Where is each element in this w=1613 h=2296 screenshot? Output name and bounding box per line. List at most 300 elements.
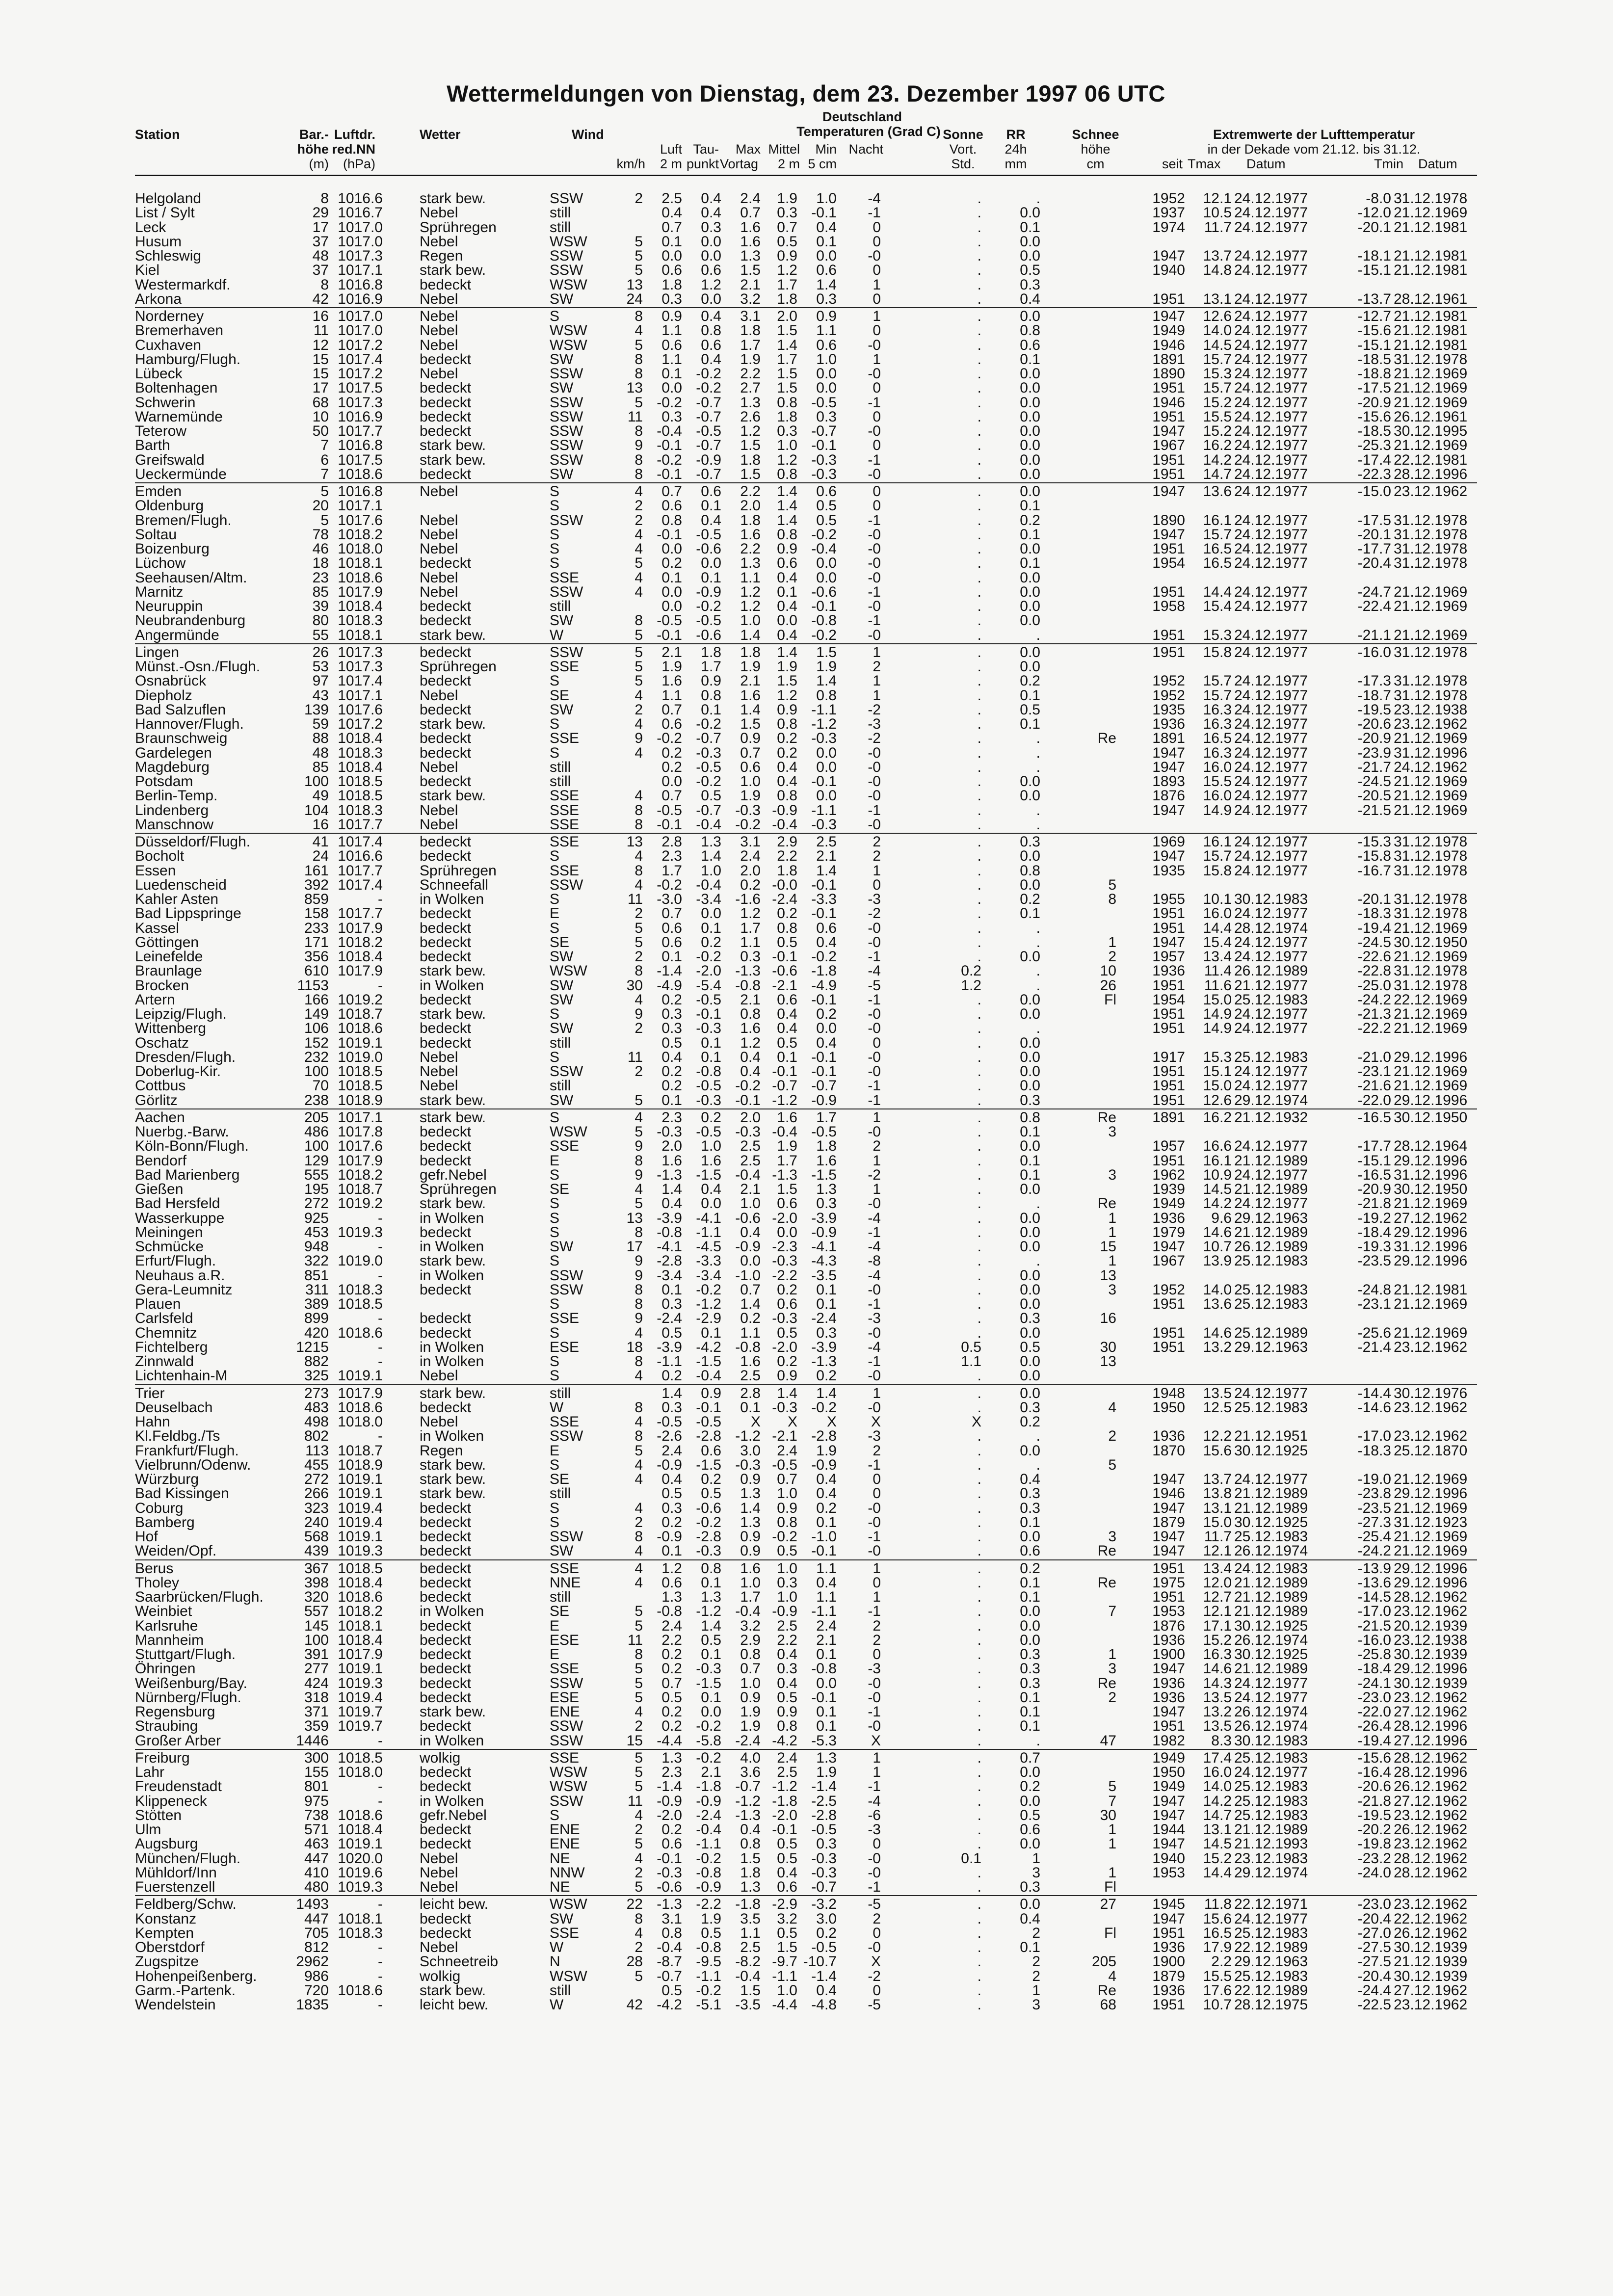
cell-luft: 0.2 xyxy=(661,1063,682,1080)
cell-tau: 0.0 xyxy=(701,290,721,307)
cell-tmax-date xyxy=(1234,1415,1327,1429)
table-row xyxy=(135,1079,1477,1093)
cell-seit: 1947 xyxy=(1152,1910,1185,1927)
cell-max: -0.1 xyxy=(735,1092,761,1108)
cell-wind-dir: SSW xyxy=(550,423,583,439)
cell-tmin: -24.2 xyxy=(1357,991,1391,1008)
table-row xyxy=(135,1515,1477,1530)
cell-max: 2.0 xyxy=(740,862,761,879)
cell-nacht: -0 xyxy=(868,920,881,936)
cell-pres: 1016.9 xyxy=(338,290,383,307)
table-row xyxy=(135,1794,1477,1808)
cell-mittel: -0.9 xyxy=(772,1603,797,1620)
cell-min: -0.6 xyxy=(811,583,837,600)
cell-bar: 266 xyxy=(304,1485,329,1502)
table-row xyxy=(135,1400,1477,1415)
cell-sonne: 0.1 xyxy=(961,1850,981,1867)
cell-luft: 0.6 xyxy=(661,498,682,514)
cell-tmax xyxy=(1188,613,1232,628)
cell-weather: in Wolken xyxy=(420,1210,484,1226)
cell-nacht: 0 xyxy=(873,1646,881,1663)
cell-tmin: -22.6 xyxy=(1357,949,1391,965)
cell-schnee: 1 xyxy=(1108,1821,1116,1838)
cell-sonne: . xyxy=(977,408,981,425)
cell-rr: 0.1 xyxy=(1020,351,1040,368)
cell-tmax: 13.9 xyxy=(1203,1253,1232,1269)
cell-station: Artern xyxy=(135,991,175,1008)
cell-weather: bedeckt xyxy=(420,1529,472,1545)
cell-wind-speed: 2 xyxy=(635,1939,643,1955)
cell-pres: - xyxy=(378,1896,383,1913)
cell-pres: 1017.7 xyxy=(338,905,383,922)
cell-weather: gefr.Nebel xyxy=(420,1166,487,1183)
cell-wind-speed: 11 xyxy=(627,891,643,907)
cell-tau: 0.8 xyxy=(701,322,721,339)
cell-tau: -0.4 xyxy=(696,876,721,893)
cell-max: -0.4 xyxy=(735,1603,761,1620)
table-row xyxy=(135,1064,1477,1079)
cell-schnee xyxy=(1075,849,1116,863)
cell-min: -1.4 xyxy=(811,1968,837,1984)
cell-sonne: . xyxy=(977,788,981,804)
cell-wind-speed: 4 xyxy=(635,1181,643,1197)
cell-pres: 1018.6 xyxy=(338,1020,383,1037)
cell-schnee: 13 xyxy=(1100,1353,1116,1370)
cell-min: 0.1 xyxy=(816,1646,837,1663)
cell-tmax: 13.5 xyxy=(1203,1718,1232,1735)
cell-wind-speed: 5 xyxy=(635,1617,643,1634)
cell-nacht: -4 xyxy=(868,1793,881,1809)
header-min-1: Min xyxy=(815,142,837,157)
cell-weather: Nebel xyxy=(420,687,458,704)
cell-station: Köln-Bonn/Flugh. xyxy=(135,1138,249,1155)
cell-station: Erfurt/Flugh. xyxy=(135,1253,216,1269)
cell-wind-speed xyxy=(606,1486,643,1501)
cell-tmin: -20.9 xyxy=(1357,394,1391,411)
cell-nacht: -1 xyxy=(868,1224,881,1240)
cell-nacht: 1 xyxy=(873,308,881,324)
cell-seit xyxy=(1136,1369,1185,1383)
cell-mittel: 2.9 xyxy=(777,834,797,850)
cell-wind-speed: 13 xyxy=(626,380,643,396)
cell-tmax: 10.5 xyxy=(1203,205,1232,221)
cell-mittel: 1.6 xyxy=(777,1109,797,1126)
cell-tmin: -22.3 xyxy=(1357,466,1391,482)
cell-wind-dir: SSW xyxy=(550,262,583,279)
cell-wind-dir: SW xyxy=(550,991,574,1008)
cell-pres: 1019.6 xyxy=(338,1864,383,1881)
cell-min: -3.5 xyxy=(811,1267,837,1284)
cell-tmax-date: 29.12.1963 xyxy=(1234,1953,1308,1970)
cell-max: 1.9 xyxy=(740,1718,761,1735)
cell-luft: 0.6 xyxy=(661,337,682,353)
cell-max: 1.6 xyxy=(740,1020,761,1037)
cell-wind-speed: 4 xyxy=(635,991,643,1008)
cell-luft: 2.4 xyxy=(661,1442,682,1459)
cell-max: 1.6 xyxy=(740,1560,761,1577)
cell-weather: Schneefall xyxy=(420,876,489,893)
cell-weather: bedeckt xyxy=(420,1138,472,1155)
cell-mittel: 0.3 xyxy=(777,1574,797,1591)
cell-seit: 1982 xyxy=(1152,1732,1185,1749)
cell-tmin-date: 23.12.1938 xyxy=(1394,1632,1468,1648)
table-row xyxy=(135,1458,1477,1472)
cell-nacht: -1 xyxy=(868,949,881,965)
cell-pres: 1020.0 xyxy=(338,1850,383,1867)
cell-bar: 1493 xyxy=(296,1896,329,1913)
header-luft-1: Luft xyxy=(660,142,682,157)
cell-station: Hannover/Flugh. xyxy=(135,716,244,732)
cell-weather: stark bew. xyxy=(420,1385,486,1401)
cell-tmin: -12.7 xyxy=(1357,308,1391,324)
cell-mittel: 1.5 xyxy=(777,366,797,382)
cell-schnee: Re xyxy=(1097,1675,1116,1691)
cell-wind-dir: SSW xyxy=(550,1063,583,1080)
cell-rr: 0.1 xyxy=(1020,219,1040,236)
cell-bar: 17 xyxy=(312,380,329,396)
cell-nacht: 1 xyxy=(873,276,881,293)
cell-pres: 1019.3 xyxy=(338,1224,383,1240)
cell-tmax-date: 24.12.1977 xyxy=(1234,862,1308,879)
cell-weather: Nebel xyxy=(420,1414,458,1430)
cell-wind-dir: SSW xyxy=(550,366,583,382)
cell-min: -0.5 xyxy=(811,1124,837,1140)
cell-wind-speed: 8 xyxy=(635,1910,643,1927)
cell-seit: 1900 xyxy=(1152,1953,1185,1970)
cell-tau: 1.8 xyxy=(701,644,721,660)
cell-pres: 1017.0 xyxy=(338,233,383,250)
cell-rr: 0.0 xyxy=(1020,437,1040,454)
cell-wind-dir: SSE xyxy=(550,1414,580,1430)
cell-wind-dir: N xyxy=(550,1953,560,1970)
cell-bar: 851 xyxy=(304,1267,329,1284)
cell-seit: 1951 xyxy=(1152,920,1185,936)
cell-seit: 1935 xyxy=(1152,862,1185,879)
cell-schnee xyxy=(1075,789,1116,803)
cell-station: Nürnberg/Flugh. xyxy=(135,1689,241,1706)
cell-tmin-date: 23.12.1962 xyxy=(1394,716,1468,732)
cell-tmax xyxy=(1188,1354,1232,1369)
cell-wind-dir: S xyxy=(550,673,560,689)
cell-station: Bendorf xyxy=(135,1152,187,1169)
cell-wind-speed: 8 xyxy=(635,1296,643,1312)
cell-bar: 100 xyxy=(304,773,329,790)
cell-bar: 48 xyxy=(312,248,329,264)
cell-bar: 453 xyxy=(304,1224,329,1240)
cell-schnee xyxy=(1075,1561,1116,1576)
cell-nacht: 0 xyxy=(873,437,881,454)
cell-tmax: 15.7 xyxy=(1203,673,1232,689)
cell-wind-speed: 4 xyxy=(635,1109,643,1126)
cell-min: -0.8 xyxy=(811,612,837,629)
cell-tau: -0.8 xyxy=(696,1939,721,1955)
cell-sonne: . xyxy=(977,1109,981,1126)
table-row xyxy=(135,1021,1477,1035)
cell-tmax-date: 25.12.1983 xyxy=(1234,1253,1308,1269)
cell-tau: -2.8 xyxy=(696,1529,721,1545)
cell-tmin-date: 21.12.1969 xyxy=(1394,1529,1468,1545)
cell-sonne: . xyxy=(977,1500,981,1516)
cell-tau: -0.2 xyxy=(696,1281,721,1298)
cell-tau: 0.6 xyxy=(701,262,721,279)
cell-tmax: 13.2 xyxy=(1203,1704,1232,1720)
cell-station: Dresden/Flugh. xyxy=(135,1049,236,1065)
cell-luft: -3.9 xyxy=(657,1339,682,1355)
cell-sonne: . xyxy=(977,876,981,893)
cell-max: 3.0 xyxy=(740,1442,761,1459)
cell-wind-dir: WSW xyxy=(550,276,587,293)
cell-tmin-date: 29.12.1996 xyxy=(1394,1560,1468,1577)
cell-tmin-date: 21.12.1981 xyxy=(1394,337,1468,353)
cell-pres: 1018.2 xyxy=(338,1166,383,1183)
cell-nacht: -0 xyxy=(868,541,881,557)
cell-min: 1.4 xyxy=(816,1385,837,1401)
header-temp-group: Temperaturen (Grad C) xyxy=(796,124,941,139)
cell-station: Bamberg xyxy=(135,1514,195,1531)
cell-rr: 0.0 xyxy=(1020,248,1040,264)
cell-tmax-date: 24.12.1977 xyxy=(1234,644,1308,660)
cell-tmax-date: 24.12.1977 xyxy=(1234,848,1308,865)
cell-mittel: 0.7 xyxy=(777,1471,797,1487)
cell-luft: 0.2 xyxy=(661,1078,682,1094)
cell-weather: Nebel xyxy=(420,1864,458,1881)
cell-sonne: 0.5 xyxy=(961,1339,981,1355)
cell-nacht: -0 xyxy=(868,569,881,586)
cell-rr: 0.1 xyxy=(1020,1689,1040,1706)
cell-pres: 1016.6 xyxy=(338,190,383,207)
cell-schnee xyxy=(1075,1064,1116,1079)
cell-schnee: 16 xyxy=(1100,1310,1116,1327)
cell-station: Feldberg/Schw. xyxy=(135,1896,237,1913)
cell-luft: -0.4 xyxy=(657,1939,682,1955)
cell-tmax xyxy=(1188,1369,1232,1383)
cell-nacht: 1 xyxy=(873,1385,881,1401)
cell-tau: 0.6 xyxy=(701,483,721,500)
cell-tau: -3.4 xyxy=(696,891,721,907)
cell-wind-speed: 4 xyxy=(635,687,643,704)
cell-mittel: 2.5 xyxy=(777,1764,797,1780)
cell-tmin: -23.0 xyxy=(1357,1689,1391,1706)
cell-weather: Nebel xyxy=(420,1078,458,1094)
cell-tmax-date: 24.12.1977 xyxy=(1234,1689,1308,1706)
cell-weather: bedeckt xyxy=(420,1646,472,1663)
cell-seit xyxy=(1136,818,1185,832)
cell-tau: 0.5 xyxy=(701,1485,721,1502)
cell-sonne: . xyxy=(977,1442,981,1459)
cell-weather: bedeckt xyxy=(420,1764,472,1780)
cell-min: -5.3 xyxy=(811,1732,837,1749)
cell-wind-dir: S xyxy=(550,1296,560,1312)
cell-max: 1.6 xyxy=(740,526,761,543)
cell-tmin xyxy=(1332,1880,1391,1894)
cell-station: Weiden/Opf. xyxy=(135,1543,217,1559)
cell-pres: 1017.3 xyxy=(338,644,383,660)
cell-max: 1.0 xyxy=(740,1195,761,1212)
cell-mittel: 0.4 xyxy=(777,627,797,643)
cell-tmax-date: 21.12.1989 xyxy=(1234,1224,1308,1240)
table-row xyxy=(135,1822,1477,1837)
cell-nacht: -3 xyxy=(868,891,881,907)
cell-bar: 325 xyxy=(304,1368,329,1384)
table-row xyxy=(135,835,1477,849)
cell-mittel: 0.3 xyxy=(777,1661,797,1677)
cell-station: Münst.-Osn./Flugh. xyxy=(135,659,261,675)
cell-tau: -1.2 xyxy=(696,1603,721,1620)
cell-schnee xyxy=(1075,220,1116,235)
cell-wind-dir: SSE xyxy=(550,1925,580,1941)
cell-tmax: 15.6 xyxy=(1203,1442,1232,1459)
cell-seit: 1949 xyxy=(1152,1778,1185,1795)
cell-wind-speed: 8 xyxy=(635,308,643,324)
cell-tau: 0.1 xyxy=(701,1646,721,1663)
cell-nacht: -5 xyxy=(868,977,881,994)
cell-wind-dir: E xyxy=(550,1617,560,1634)
cell-schnee xyxy=(1075,235,1116,249)
cell-pres: 1018.4 xyxy=(338,1821,383,1838)
cell-max: 1.6 xyxy=(740,687,761,704)
cell-weather: bedeckt xyxy=(420,1543,472,1559)
cell-tmin-date: 28.12.1962 xyxy=(1394,1864,1468,1881)
cell-sonne: . xyxy=(977,1034,981,1051)
cell-tmax-date: 24.12.1977 xyxy=(1234,627,1308,643)
cell-tmax: 10.1 xyxy=(1203,891,1232,907)
cell-sonne: . xyxy=(977,687,981,704)
cell-wind-dir: S xyxy=(550,744,560,761)
cell-tau: -1.5 xyxy=(696,1456,721,1473)
cell-rr: 0.0 xyxy=(1020,644,1040,660)
cell-wind-dir: still xyxy=(550,598,571,614)
cell-tmin: -23.1 xyxy=(1357,1296,1391,1312)
cell-max: 2.1 xyxy=(740,276,761,293)
cell-seit: 1936 xyxy=(1152,1982,1185,1999)
cell-weather: Nebel xyxy=(420,526,458,543)
cell-bar: 15 xyxy=(312,351,329,368)
cell-seit: 1949 xyxy=(1152,1195,1185,1212)
cell-nacht: -0 xyxy=(868,934,881,950)
cell-schnee xyxy=(1075,410,1116,424)
weather-table xyxy=(135,191,1477,2012)
cell-tmax: 14.7 xyxy=(1203,466,1232,482)
report-title: Wettermeldungen von Dienstag, dem 23. Dezember 1997 06 UTC xyxy=(447,80,1165,106)
cell-schnee xyxy=(1075,717,1116,731)
cell-schnee: 2 xyxy=(1108,1428,1116,1445)
cell-min: X xyxy=(826,1414,837,1430)
cell-pres: 1019.7 xyxy=(338,1718,383,1735)
cell-tau: 1.3 xyxy=(701,1589,721,1605)
cell-seit: 1955 xyxy=(1152,891,1185,907)
cell-seit: 1951 xyxy=(1152,1092,1185,1108)
cell-max: 0.7 xyxy=(740,744,761,761)
cell-luft: 2.4 xyxy=(661,1617,682,1634)
cell-tmax: 14.2 xyxy=(1203,1793,1232,1809)
cell-wind-dir: SW xyxy=(550,1910,574,1927)
cell-pres: 1016.8 xyxy=(338,483,383,500)
cell-rr: 0.6 xyxy=(1020,337,1040,353)
cell-pres: 1018.2 xyxy=(338,526,383,543)
cell-rr: 2 xyxy=(1032,1968,1040,1984)
cell-max: 1.2 xyxy=(740,423,761,439)
cell-mittel: -1.2 xyxy=(772,1778,797,1795)
cell-min: -0.3 xyxy=(811,730,837,747)
cell-sonne: . xyxy=(977,949,981,965)
cell-wind-dir: S xyxy=(550,526,560,543)
cell-rr: 0.0 xyxy=(1020,1224,1040,1240)
cell-max: -0.7 xyxy=(735,1778,761,1795)
cell-seit: 1949 xyxy=(1152,322,1185,339)
cell-station: Bad Kissingen xyxy=(135,1485,229,1502)
cell-mittel: 0.9 xyxy=(777,1368,797,1384)
cell-tmax-date: 24.12.1977 xyxy=(1234,1006,1308,1022)
cell-tmax-date: 24.12.1977 xyxy=(1234,466,1308,482)
cell-tmax-date: 21.12.1989 xyxy=(1234,1485,1308,1502)
cell-sonne: . xyxy=(977,1543,981,1559)
cell-luft: 0.7 xyxy=(661,788,682,804)
cell-wind-speed: 9 xyxy=(635,730,643,747)
cell-mittel: -2.1 xyxy=(772,977,797,994)
cell-tmin: -18.8 xyxy=(1357,366,1391,382)
cell-tmin: -14.4 xyxy=(1357,1385,1391,1401)
cell-schnee: 3 xyxy=(1108,1661,1116,1677)
cell-tmin: -24.5 xyxy=(1357,934,1391,950)
cell-sonne: . xyxy=(977,1239,981,1255)
cell-tau: -0.7 xyxy=(696,408,721,425)
cell-weather: bedeckt xyxy=(420,276,472,293)
cell-tmax-date: 22.12.1971 xyxy=(1234,1896,1308,1913)
cell-luft: -0.5 xyxy=(657,802,682,818)
cell-tmax-date: 24.12.1977 xyxy=(1234,834,1308,850)
cell-pres: 1018.7 xyxy=(338,1181,383,1197)
cell-wind-dir: NE xyxy=(550,1879,570,1895)
cell-mittel: -2.4 xyxy=(772,891,797,907)
cell-wind-speed: 5 xyxy=(635,1764,643,1780)
cell-station: Kahler Asten xyxy=(135,891,219,907)
cell-luft: 1.4 xyxy=(661,1385,682,1401)
cell-sonne: . xyxy=(977,1617,981,1634)
cell-max: -0.4 xyxy=(735,1968,761,1984)
cell-max: 1.9 xyxy=(740,351,761,368)
cell-seit: 1947 xyxy=(1152,526,1185,543)
cell-rr: 0.0 xyxy=(1020,1138,1040,1155)
cell-tmax-date xyxy=(1234,235,1327,249)
cell-weather: Nebel xyxy=(420,1879,458,1895)
table-row xyxy=(135,352,1477,367)
cell-min: 0.2 xyxy=(816,1500,837,1516)
cell-min: 0.8 xyxy=(816,687,837,704)
cell-nacht: -2 xyxy=(868,730,881,747)
cell-schnee xyxy=(1075,278,1116,292)
cell-tmin-date: 31.12.1996 xyxy=(1394,744,1468,761)
cell-seit: 1951 xyxy=(1152,644,1185,660)
cell-tmin-date xyxy=(1394,660,1477,674)
cell-min: -0.2 xyxy=(811,949,837,965)
cell-mittel: 1.4 xyxy=(777,483,797,500)
cell-schnee xyxy=(1075,835,1116,849)
cell-mittel: 1.7 xyxy=(777,351,797,368)
cell-weather: leicht bew. xyxy=(420,1896,489,1913)
cell-schnee xyxy=(1075,906,1116,921)
cell-min: -2.8 xyxy=(811,1428,837,1445)
cell-seit: 1951 xyxy=(1152,1078,1185,1094)
cell-sonne: . xyxy=(977,744,981,761)
cell-wind-dir: SSE xyxy=(550,1310,580,1327)
cell-tmin: -17.0 xyxy=(1357,1603,1391,1620)
cell-tmin-date: 28.12.1962 xyxy=(1394,1589,1468,1605)
cell-schnee xyxy=(1075,1079,1116,1093)
cell-rr: 1 xyxy=(1032,1982,1040,1999)
cell-min: 1.4 xyxy=(816,276,837,293)
cell-tmin: -19.5 xyxy=(1357,701,1391,718)
cell-schnee xyxy=(1075,424,1116,438)
